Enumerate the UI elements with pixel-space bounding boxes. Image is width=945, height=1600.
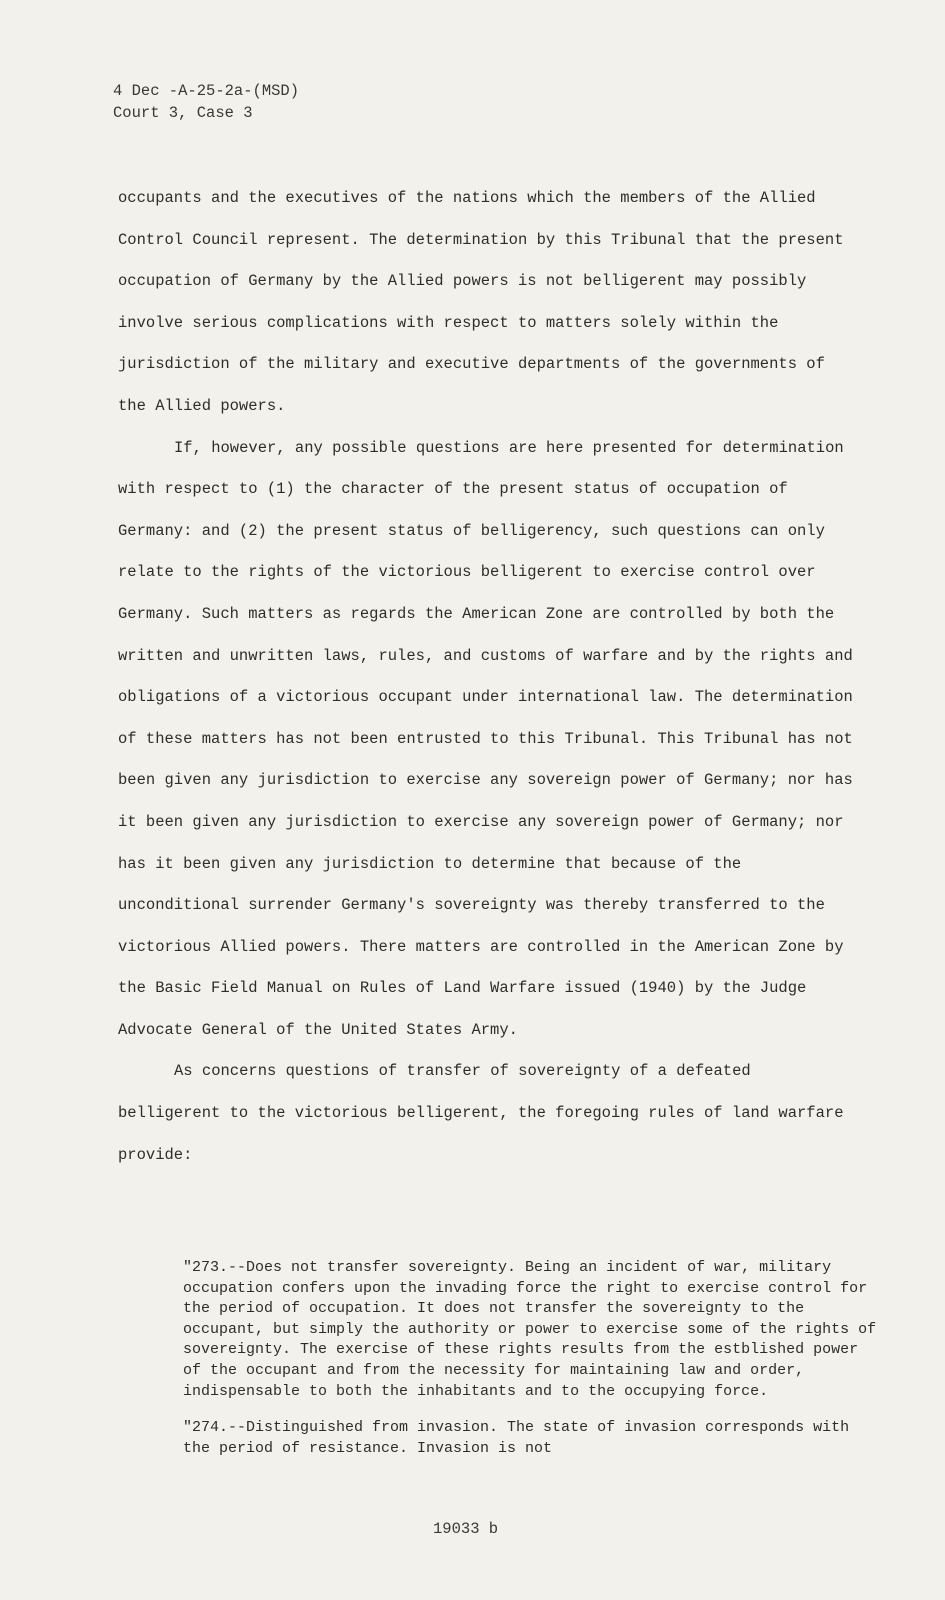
body-paragraph: As concerns questions of transfer of sovereignty of a defeated belligerent to the victorious belligerent, the foregoing rules of land warfare provide: bbox=[118, 1062, 844, 1164]
header-date-ref: 4 Dec -A-25-2a-(MSD) bbox=[113, 82, 300, 100]
page-number: 19033 b bbox=[433, 1520, 499, 1538]
quoted-rule-273: "273.--Does not transfer sovereignty. Being an incident of war, military occupation confers upon the invading force the right to exercise control for the period of occupation. It does not transfer the sovereignty to the occupant, but simply the authority or power to exercise some of the rights of sovereignty. The exercise of these rights results from the estblished power of the occupant and from the necessity for maintaining law and order, indispensable to both the inhabitants and to the occupying force. bbox=[183, 1259, 877, 1400]
header-court-case: Court 3, Case 3 bbox=[113, 104, 253, 122]
document-body bbox=[118, 178, 853, 1176]
body-paragraph: occupants and the executives of the nations which the members of the Allied Control Council represent. The determination by this Tribunal that the present occupation of Germany by the Allied powers is not belligerent may possibly involve serious complications with respect to matters solely within the jurisdiction of the military and executive departments of the governments of the Allied powers. bbox=[118, 189, 844, 415]
quoted-rules bbox=[183, 1258, 883, 1475]
document-header bbox=[113, 80, 299, 124]
quoted-rule-274: "274.--Distinguished from invasion. The state of invasion corresponds with the period of resistance. Invasion is not bbox=[183, 1419, 850, 1457]
body-paragraph: If, however, any possible questions are here presented for determination with respect to (1) the character of the present status of occupation of Germany: and (2) the present status of belligerency, such questions can only relate to the rights of the victorious belligerent to exercise control over Germany. Such matters as regards the American Zone are controlled by both the written and unwritten laws, rules, and customs of warfare and by the rights and obligations of a victorious occupant under international law. The determination of these matters has not been entrusted to this Tribunal. This Tribunal has not been given any jurisdiction to exercise any sovereign power of Germany; nor has it been given any jurisdiction to exercise any sovereign power of Germany; nor has it been given any jurisdiction to determine that because of the unconditional surrender Germany's sovereignty was thereby transferred to the victorious Allied powers. There matters are controlled in the American Zone by the Basic Field Manual on Rules of Land Warfare issued (1940) by the Judge Advocate General of the United States Army. bbox=[118, 438, 853, 1039]
